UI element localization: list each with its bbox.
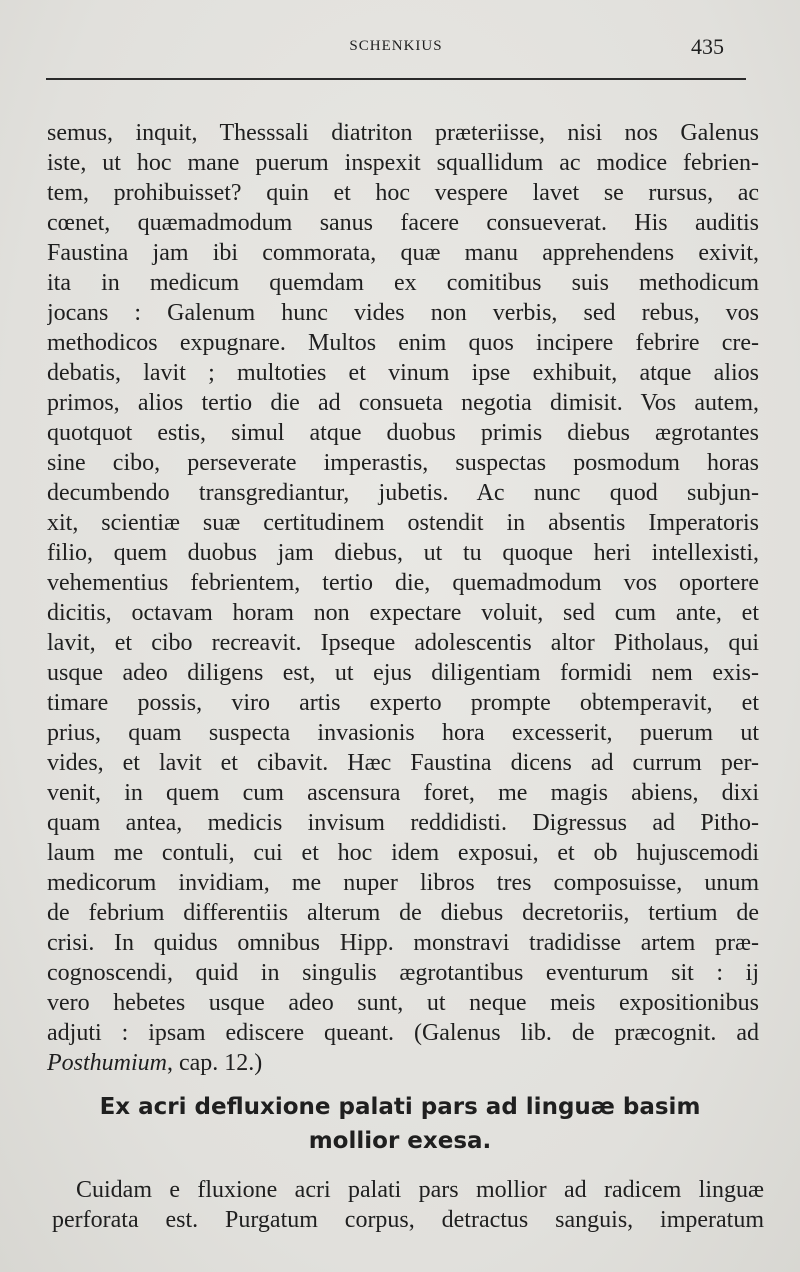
paragraph-galenus-faustina	[47, 118, 759, 1078]
section-heading	[0, 1090, 800, 1158]
citation-work-title: Posthumium	[47, 1050, 167, 1076]
header-rule	[46, 78, 746, 80]
text-line: de febrium differentiis alterum de diebus decretoriis, tertium de	[47, 900, 759, 926]
text-line: prius, quam suspecta invasionis hora excesserit, puerum ut	[47, 720, 759, 746]
text-line: quam antea, medicis invisum reddidisti. Digressus ad Pitho-	[47, 810, 759, 836]
text-line: tem, prohibuisset? quin et hoc vespere lavet se rursus, ac	[47, 180, 759, 206]
text-line: xit, scientiæ suæ certitudinem ostendit in absentis Imperatoris	[47, 510, 759, 536]
running-title: SCHENKIUS	[349, 38, 443, 54]
text-line: Cuidam e fluxione acri palati pars mollior ad radicem linguæ	[76, 1177, 764, 1203]
text-line: jocans : Galenum hunc vides non verbis, sed rebus, vos	[47, 300, 759, 326]
paragraph-next-section	[52, 1175, 764, 1235]
text-line: decumbendo transgrediantur, jubetis. Ac nunc quod subjun-	[47, 480, 759, 506]
text-line: Faustina jam ibi commorata, quæ manu apprehendens exivit,	[47, 240, 759, 266]
running-head	[46, 34, 746, 62]
text-line: dicitis, octavam horam non expectare voluit, sed cum ante, et	[47, 600, 759, 626]
text-line: semus, inquit, Thesssali diatriton præteriisse, nisi nos Galenus	[47, 120, 759, 146]
page-number: 435	[691, 34, 724, 59]
text-line: venit, in quem cum ascensura foret, me magis abiens, dixi	[47, 780, 759, 806]
text-line: usque adeo diligens est, ut ejus diligentiam formidi nem exis-	[47, 660, 759, 686]
text-line: methodicos expugnare. Multos enim quos incipere febrire cre-	[47, 330, 759, 356]
text-line: perforata est. Purgatum corpus, detractus sanguis, imperatum	[52, 1207, 764, 1233]
text-line: lavit, et cibo recreavit. Ipseque adolescentis altor Pitholaus, qui	[47, 630, 759, 656]
text-line: vehementius febrientem, tertio die, quemadmodum vos oportere	[47, 570, 759, 596]
text-line: adjuti : ipsam ediscere queant. (Galenus lib. de præcognit. ad	[47, 1020, 759, 1046]
text-line: ita in medicum quemdam ex comitibus suis methodicum	[47, 270, 759, 296]
text-line: filio, quem duobus jam diebus, ut tu quoque heri intellexisti,	[47, 540, 759, 566]
text-line: sine cibo, perseverate imperastis, suspectas posmodum horas	[47, 450, 759, 476]
citation-line	[47, 1048, 759, 1078]
section-heading-line-1: Ex acri defluxione palati pars ad linguæ basim	[99, 1094, 701, 1120]
text-line: laum me contuli, cui et hoc idem exposui, et ob hujuscemodi	[47, 840, 759, 866]
text-line: timare possis, viro artis experto prompte obtemperavit, et	[47, 690, 759, 716]
text-line: debatis, lavit ; multoties et vinum ipse exhibuit, atque alios	[47, 360, 759, 386]
text-line: vides, et lavit et cibavit. Hæc Faustina dicens ad currum per-	[47, 750, 759, 776]
text-line: cœnet, quæmadmodum sanus facere consueverat. His auditis	[47, 210, 759, 236]
text-line: iste, ut hoc mane puerum inspexit squallidum ac modice febrien-	[47, 150, 759, 176]
citation-rest: , cap. 12.)	[167, 1050, 263, 1076]
text-line: medicorum invidiam, me nuper libros tres composuisse, unum	[47, 870, 759, 896]
text-line: cognoscendi, quid in singulis ægrotantibus eventurum sit : ij	[47, 960, 759, 986]
section-heading-line-2: mollior exesa.	[308, 1128, 492, 1154]
text-line: crisi. In quidus omnibus Hipp. monstravi tradidisse artem præ-	[47, 930, 759, 956]
text-line: primos, alios tertio die ad consueta negotia dimisit. Vos autem,	[47, 390, 759, 416]
text-line: vero hebetes usque adeo sunt, ut neque meis expositionibus	[47, 990, 759, 1016]
text-line: quotquot estis, simul atque duobus primis diebus ægrotantes	[47, 420, 759, 446]
